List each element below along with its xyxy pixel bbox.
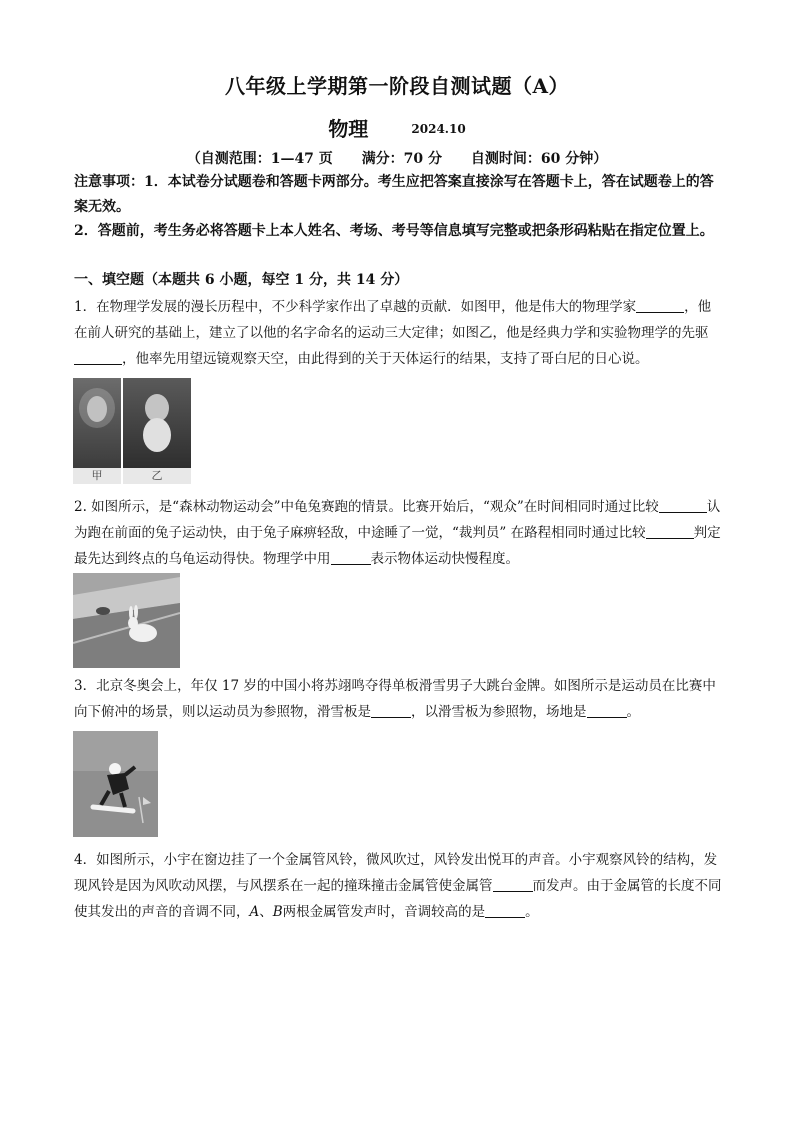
question-1 (74, 294, 724, 372)
subject-row (0, 113, 794, 142)
answer-blank (485, 903, 525, 918)
answer-blank (371, 703, 411, 718)
exam-scope: （自测范围：1—47 页 (186, 151, 333, 167)
question-1-text-b: ，他在前人研究的基础上，建立了以他的名字命名的运动三大定律；如图乙，他是经典力学和实验物理学的先驱 (74, 299, 712, 341)
question-4-text-b: 而发声。由于金属管的长度不同使其发出的声音的音调不同， (74, 878, 722, 920)
question-2-text-c: 判定最先达到终点的乌龟运动得快。物理学中用 (74, 525, 721, 567)
section-heading: 一、填空题（本题共 6 小题，每空 1 分，共 14 分） (74, 272, 409, 288)
race-illustration (73, 573, 180, 668)
question-4-text-a: 4．如图所示，小宇在窗边挂了一个金属管风铃，微风吹过，风铃发出悦耳的声音。小宇观察风铃的结构，发现风铃是因为风吹动风摆，与风摆系在一起的撞珠撞击金属管使金属管 (74, 852, 718, 894)
figure-snowboarder (73, 731, 158, 837)
figure-caption-yi: 乙 (123, 468, 191, 484)
notes-line-1: 注意事项：1．本试卷分试题卷和答题卡两部分。考生应把答案直接涂写在答题卡上，答在试题卷上的答案无效。 (74, 174, 714, 215)
subject-label: 物理 (328, 117, 369, 141)
question-2-text-a: 2. 如图所示，是“森林动物运动会”中龟兔赛跑的情景。比赛开始后，“观众”在时间相同时通过比较 (74, 499, 659, 515)
question-1-text-c: ，他率先用望远镜观察天空，由此得到的关于天体运行的结果，支持了哥白尼的日心说。 (122, 351, 649, 367)
figure-scientists (73, 378, 191, 484)
exam-date: 2024.10 (411, 122, 466, 136)
portrait-newton (73, 378, 121, 468)
notes-line-2: 2．答题前，考生务必将答题卡上本人姓名、考场、考号等信息填写完整或把条形码粘贴在指定位置上。 (74, 223, 714, 239)
tube-label-b: B (272, 904, 283, 920)
answer-blank (636, 298, 684, 313)
question-4-text-g: 。 (525, 904, 539, 920)
question-4-text-d: 、 (259, 904, 273, 920)
question-1-text-a: 1．在物理学发展的漫长历程中，不少科学家作出了卓越的贡献．如图甲，他是伟大的物理学家 (74, 299, 637, 315)
figure-caption-jia: 甲 (73, 468, 121, 484)
question-3-text-c: 。 (626, 704, 640, 720)
snowboard-illustration (73, 731, 158, 837)
answer-blank (659, 498, 707, 513)
answer-blank (646, 524, 694, 539)
question-3-text-b: ，以滑雪板为参照物，场地是 (411, 704, 587, 720)
question-4 (74, 847, 724, 925)
answer-blank (331, 550, 371, 565)
question-2-text-b: 认为跑在前面的兔子运动快，由于兔子麻痹轻敌，中途睡了一觉，“裁判员” 在路程相同时通过比较 (74, 499, 721, 541)
exam-time: 自测时间：60 分钟） (470, 151, 608, 167)
question-2-text-d: 表示物体运动快慢程度。 (370, 551, 519, 567)
answer-blank (493, 877, 533, 892)
question-3 (74, 673, 724, 725)
exam-title: 八年级上学期第一阶段自测试题（A） (224, 74, 570, 98)
figure-tortoise-hare (73, 573, 180, 668)
question-2 (74, 494, 724, 572)
answer-blank (74, 350, 122, 365)
answer-blank (587, 703, 627, 718)
exam-score: 满分：70 分 (361, 151, 443, 167)
question-3-text-a: 3．北京冬奥会上，年仅 17 岁的中国小将苏翊鸣夺得单板滑雪男子大跳台金牌。如图所示是运动员在比赛中向下俯冲的场景，则以运动员为参照物，滑雪板是 (74, 678, 716, 720)
portrait-galileo (123, 378, 191, 468)
tube-label-a: A (249, 904, 260, 920)
exam-info (0, 148, 794, 168)
question-4-text-f: 两根金属管发声时，音调较高的是 (282, 904, 486, 920)
